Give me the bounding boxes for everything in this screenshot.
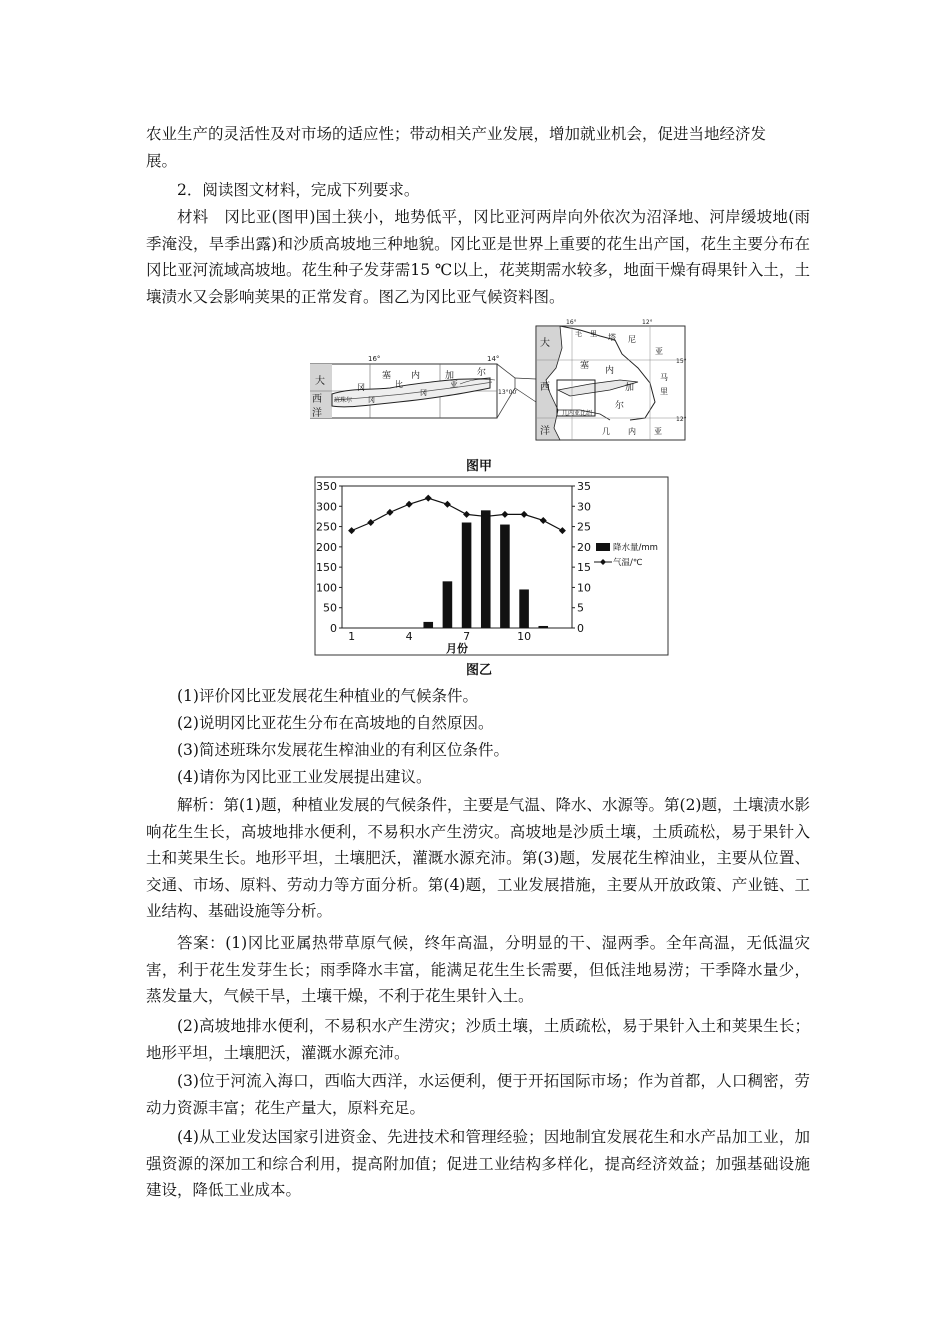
map-right-g3: 亚 bbox=[654, 427, 662, 436]
map-left-gambia2: 比 bbox=[395, 380, 403, 389]
y-left-tick-label: 300 bbox=[316, 500, 337, 514]
intro-line-1: 农业生产的灵活性及对市场的适应性；带动相关产业发展，增加就业机会，促进当地经济发 bbox=[146, 125, 767, 143]
map-right-n2: 里 bbox=[590, 330, 597, 338]
map-left-ocean3: 洋 bbox=[312, 408, 322, 419]
map-right-lon12: 12° bbox=[642, 319, 653, 326]
question-heading: 2．阅读图文材料，完成下列要求。 bbox=[177, 181, 420, 199]
answer-2: (2)高坡地排水便利，不易积水产生涝灾；沙质土壤，土质疏松，易于果针入土和荚果生长；地形平坦，土壤肥沃，灌溉水源充沛。 bbox=[146, 1017, 810, 1062]
map-right-mali2: 里 bbox=[660, 387, 668, 396]
map-right-ocean1: 大 bbox=[540, 338, 550, 349]
map-left-country1: 塞 bbox=[382, 371, 392, 381]
intro-line-2: 展。 bbox=[146, 152, 178, 170]
map-left-lon14: 14° bbox=[487, 355, 500, 363]
climate-chart bbox=[314, 476, 670, 656]
map-right-g2: 内 bbox=[628, 427, 636, 436]
question-material: 材料 冈比亚(图甲)国土狭小，地势低平，冈比亚河两岸向外依次为沼泽地、河岸缓坡地(雨季淹没，旱季出露)和沙质高坡地三种地貌。冈比亚是世界上重要的花生出产国，花生主要分布在冈比亚河流域高坡地。花生种子发芽需15 ℃以上，花荚期需水较多，地面干燥有碍果针入土，土壤渍水又会影响荚果的正常发育。图乙为冈比亚气候资料图。 bbox=[146, 208, 810, 306]
map-right-n5: 亚 bbox=[655, 347, 663, 356]
map-caption: 图甲 bbox=[466, 459, 493, 474]
senegal-locator-map bbox=[536, 319, 687, 440]
map-left-ocean2: 西 bbox=[312, 394, 322, 405]
answer-3: (3)位于河流入海口，西临大西洋，水运便利，便于开拓国际市场；作为首都，人口稠密，劳动力资源丰富；花生产量大，原料充足。 bbox=[146, 1072, 810, 1117]
map-left-gambia3: 亚 bbox=[450, 380, 458, 389]
subquestion-3: (3)简述班珠尔发展花生榨油业的有利区位条件。 bbox=[177, 741, 509, 759]
map-right-mali1: 马 bbox=[660, 373, 668, 382]
precip-bar bbox=[519, 589, 529, 628]
map-right-s2: 内 bbox=[605, 366, 615, 376]
map-right-n4: 尼 bbox=[628, 335, 636, 344]
x-tick-label: 10 bbox=[517, 630, 532, 643]
precip-bar bbox=[443, 581, 453, 628]
chart-caption: 图乙 bbox=[466, 663, 493, 678]
y-left-tick-label: 150 bbox=[316, 561, 337, 575]
map-right-lon16: 16° bbox=[566, 319, 577, 326]
map-left-river2: 冈 bbox=[420, 389, 427, 397]
x-tick-label: 7 bbox=[463, 630, 471, 643]
precip-bar bbox=[462, 523, 472, 628]
map-right-lat15: 15° bbox=[676, 358, 687, 365]
answer-4: (4)从工业发达国家引进资金、先进技术和管理经验；因地制宜发展花生和水产品加工业，加强资源的深加工和综合利用，提高附加值；促进工业结构多样化，提高经济效益；加强基础设施建设，降低工业成本。 bbox=[146, 1128, 810, 1199]
legend-bar-swatch bbox=[596, 543, 610, 551]
y-left-tick-label: 200 bbox=[316, 540, 337, 554]
map-left-country3: 加 bbox=[445, 371, 455, 381]
precip-bar bbox=[423, 622, 433, 628]
map-right-s3: 加 bbox=[625, 383, 635, 393]
map-left-ocean1: 大 bbox=[315, 376, 325, 387]
y-right-tick-label: 20 bbox=[577, 540, 591, 554]
y-right-tick-label: 35 bbox=[577, 480, 591, 493]
subquestion-4: (4)请你为冈比亚工业发展提出建议。 bbox=[177, 768, 432, 786]
x-axis-label: 月份 bbox=[446, 642, 468, 655]
y-left-tick-label: 50 bbox=[323, 601, 337, 615]
map-right-ocean2: 西 bbox=[540, 382, 550, 393]
y-right-tick-label: 0 bbox=[577, 622, 584, 635]
answer-1: 答案：(1)冈比亚属热带草原气候，终年高温，分明显的干、湿两季。全年高温，无低温灾害，利于花生发芽生长；雨季降水丰富，能满足花生生长需要，但低洼地易涝；干季降水量少，蒸发量大，气候干旱，土壤干燥，不利于花生果针入土。 bbox=[146, 934, 810, 1005]
map-left-country2: 内 bbox=[411, 371, 421, 381]
map-right-s1: 塞 bbox=[580, 361, 590, 371]
analysis-text: 解析：第(1)题，种植业发展的气候条件，主要是气温、降水、水源等。第(2)题，土壤渍水影响花生生长，高坡地排水便利，不易积水产生涝灾。高坡地是沙质土壤，土质疏松，易于果针入土和荚果生长。地形平坦，土壤肥沃，灌溉水源充沛。第(3)题，发展花生榨油业，主要从位置、交通、市场、原料、劳动力等方面分析。第(4)题，工业发展措施，主要从开放政策、产业链、工业结构、基础设施等分析。 bbox=[146, 796, 810, 920]
y-right-tick-label: 25 bbox=[577, 520, 591, 534]
map-right-n1: 毛 bbox=[575, 330, 582, 338]
map-left-river: 冈 bbox=[368, 396, 375, 404]
y-left-tick-label: 250 bbox=[316, 520, 337, 534]
gambia-inset-map bbox=[310, 355, 518, 419]
precip-bar bbox=[500, 525, 510, 628]
map-right-lat12: 12° bbox=[676, 416, 687, 423]
map-right-g1: 几 bbox=[602, 427, 610, 436]
precip-bar bbox=[481, 510, 491, 628]
map-right-gb: 几内亚比绍 bbox=[562, 410, 593, 417]
x-tick-label: 1 bbox=[348, 630, 356, 643]
y-left-tick-label: 100 bbox=[316, 581, 337, 595]
y-left-tick-label: 350 bbox=[316, 480, 337, 493]
precip-bar bbox=[538, 626, 548, 628]
x-tick-label: 4 bbox=[405, 630, 413, 643]
map-left-lon16: 16° bbox=[368, 355, 381, 363]
subquestion-2: (2)说明冈比亚花生分布在高坡地的自然原因。 bbox=[177, 714, 494, 732]
map-left-gambia1: 冈 bbox=[357, 383, 365, 392]
y-right-tick-label: 15 bbox=[577, 561, 591, 575]
legend-precip-label: 降水量/mm bbox=[613, 543, 658, 553]
map-right-ocean3: 洋 bbox=[540, 426, 550, 437]
y-right-tick-label: 10 bbox=[577, 581, 591, 595]
gambia-map bbox=[310, 318, 688, 444]
map-right-s4: 尔 bbox=[615, 401, 625, 411]
y-right-tick-label: 5 bbox=[577, 601, 584, 615]
y-left-tick-label: 0 bbox=[330, 622, 337, 635]
map-right-n3: 塔 bbox=[608, 333, 616, 342]
y-right-tick-label: 30 bbox=[577, 500, 591, 514]
legend-temp-label: 气温/℃ bbox=[613, 558, 643, 568]
subquestion-1: (1)评价冈比亚发展花生种植业的气候条件。 bbox=[177, 687, 478, 705]
map-left-capital: 班珠尔 bbox=[334, 397, 353, 404]
map-left-country4: 尔 bbox=[477, 368, 487, 378]
map-left-lat13: 13°00′ bbox=[498, 389, 518, 396]
